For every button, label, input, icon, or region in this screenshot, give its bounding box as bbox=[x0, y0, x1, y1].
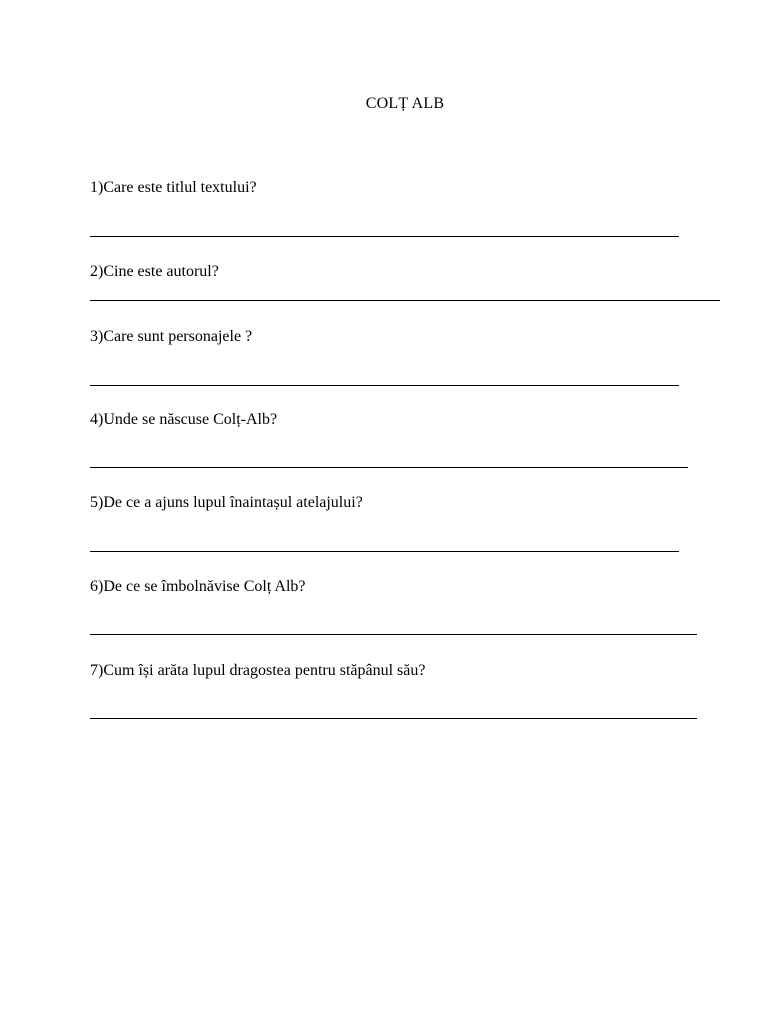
question-3: 3)Care sunt personajele ? bbox=[90, 328, 253, 345]
question-2: 2)Cine este autorul? bbox=[90, 263, 219, 280]
answer-line-7 bbox=[90, 718, 697, 719]
answer-line-1 bbox=[90, 236, 679, 237]
answer-line-3 bbox=[90, 385, 679, 386]
question-1: 1)Care este titlul textului? bbox=[90, 179, 257, 196]
question-4: 4)Unde se născuse Colț-Alb? bbox=[90, 411, 278, 428]
answer-line-4 bbox=[90, 467, 688, 468]
answer-line-5 bbox=[90, 551, 679, 552]
worksheet-title: COLȚ ALB bbox=[365, 95, 445, 112]
question-5: 5)De ce a ajuns lupul înaintașul atelajului? bbox=[90, 494, 363, 511]
question-7: 7)Cum își arăta lupul dragostea pentru stăpânul său? bbox=[90, 662, 426, 679]
answer-line-2 bbox=[90, 300, 720, 301]
question-6: 6)De ce se îmbolnăvise Colț Alb? bbox=[90, 578, 306, 595]
answer-line-6 bbox=[90, 634, 697, 635]
